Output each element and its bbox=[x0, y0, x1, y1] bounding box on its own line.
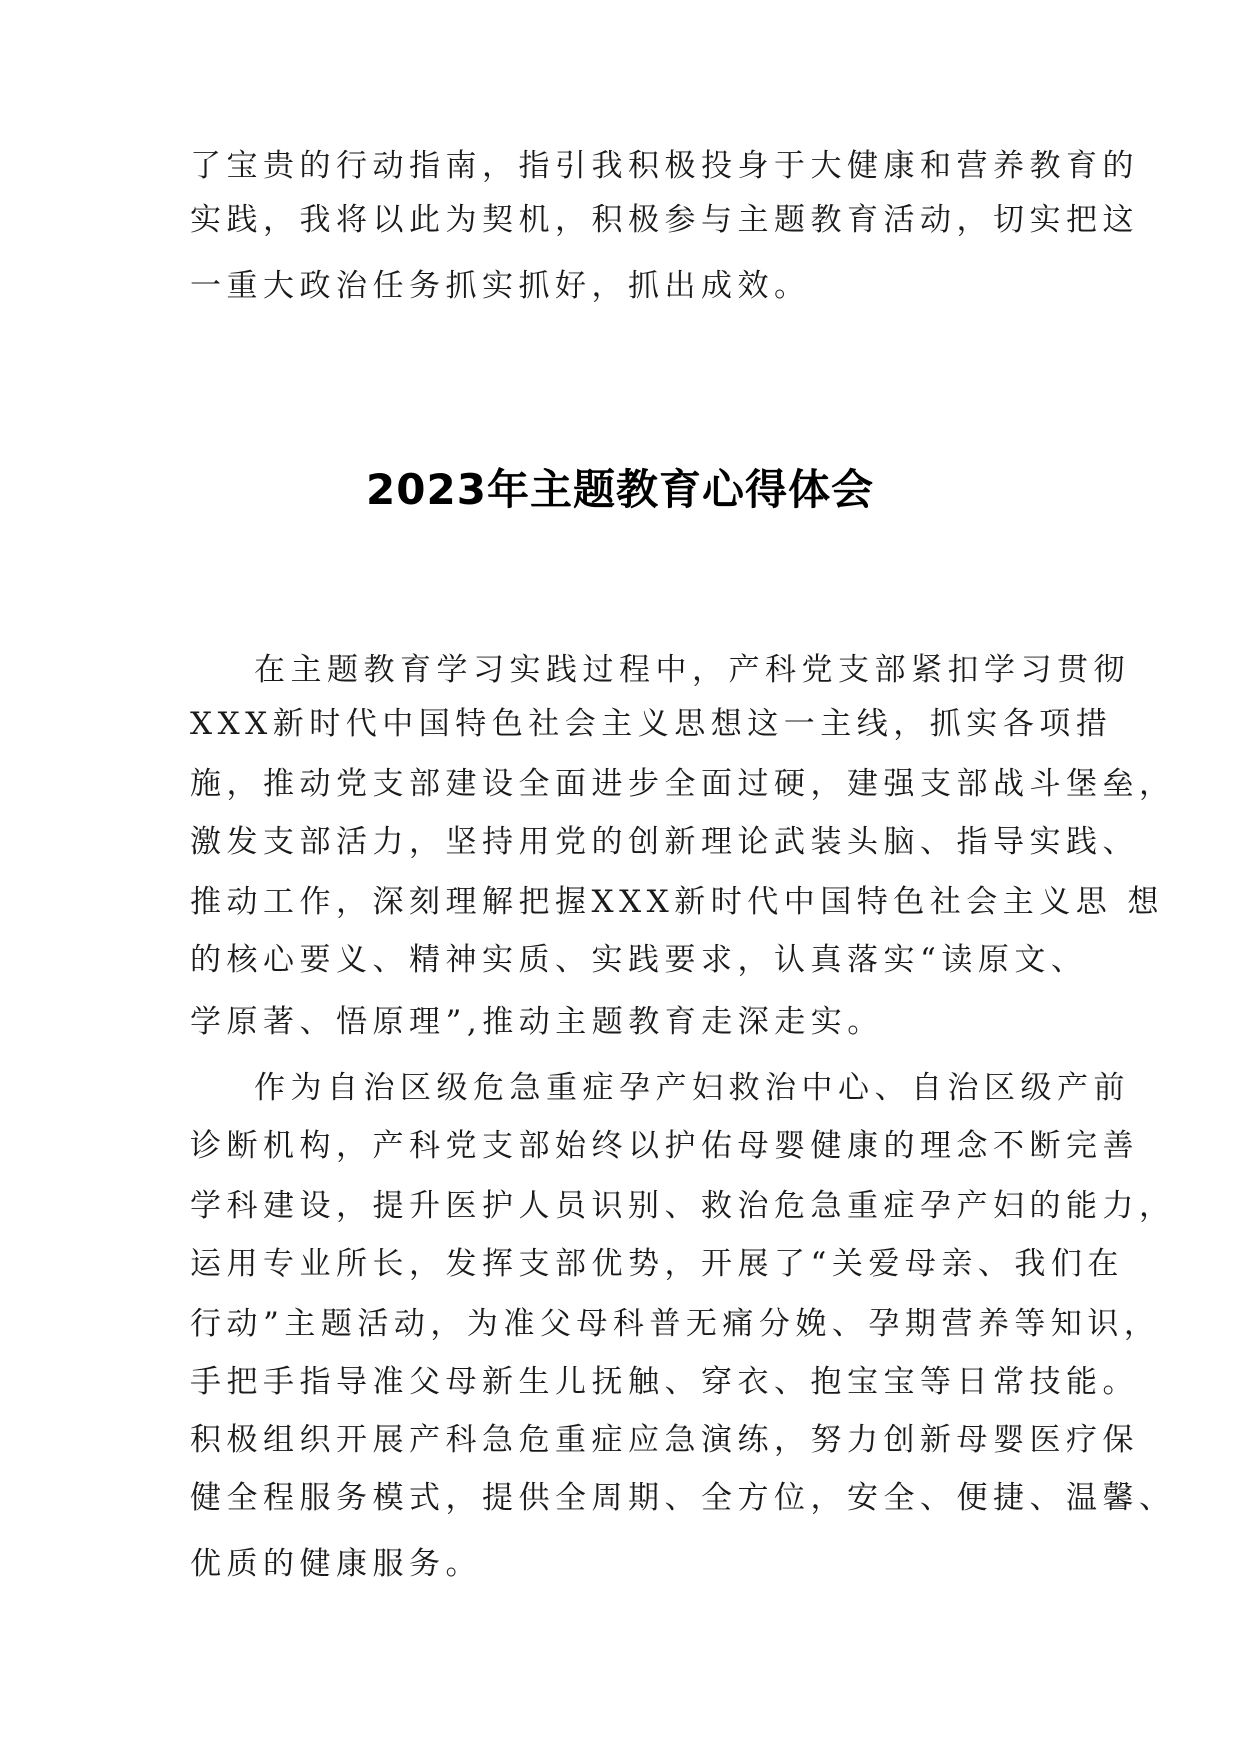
paragraph-line: 优质的健康服务。 bbox=[190, 1546, 482, 1582]
paragraph-line: 手把手指导准父母新生儿抚触、穿衣、抱宝宝等日常技能。 bbox=[190, 1364, 1139, 1400]
paragraph-line: 在主题教育学习实践过程中，产科党支部紧扣学习贯彻 bbox=[254, 652, 1130, 688]
paragraph-line: 施，推动党支部建设全面进步全面过硬，建强支部战斗堡垒， bbox=[190, 766, 1176, 802]
paragraph-line: 运用专业所长，发挥支部优势，开展了“关爱母亲、我们在 bbox=[190, 1246, 1124, 1282]
continuation-line: 了宝贵的行动指南，指引我积极投身于大健康和营养教育的 bbox=[190, 148, 1139, 184]
continuation-line: 一重大政治任务抓实抓好，抓出成效。 bbox=[190, 268, 811, 304]
paragraph-line: 学科建设，提升医护人员识别、救治危急重症孕产妇的能力， bbox=[190, 1188, 1176, 1224]
paragraph-line: 健全程服务模式，提供全周期、全方位，安全、便捷、温馨、 bbox=[190, 1480, 1176, 1516]
document-title: 2023年主题教育心得体会 bbox=[366, 465, 874, 514]
paragraph-line: 行动”主题活动，为准父母科普无痛分娩、孕期营养等知识， bbox=[190, 1306, 1161, 1342]
paragraph-line: 作为自治区级危急重症孕产妇救治中心、自治区级产前 bbox=[254, 1070, 1130, 1106]
paragraph-line: 学原著、悟原理”,推动主题教育走深走实。 bbox=[190, 1004, 884, 1040]
paragraph-line: XXX新时代中国特色社会主义思想这一主线，抓实各项措 bbox=[190, 706, 1113, 742]
continuation-line: 实践，我将以此为契机，积极参与主题教育活动，切实把这 bbox=[190, 202, 1139, 238]
paragraph-line: 推动工作，深刻理解把握XXX新时代中国特色社会主义思 想 bbox=[190, 884, 1165, 920]
paragraph-line: 积极组织开展产科急危重症应急演练，努力创新母婴医疗保 bbox=[190, 1422, 1139, 1458]
paragraph-line: 的核心要义、精神实质、实践要求，认真落实“读原文、 bbox=[190, 942, 1088, 978]
paragraph-line: 激发支部活力，坚持用党的创新理论武装头脑、指导实践、 bbox=[190, 824, 1139, 860]
paragraph-line: 诊断机构，产科党支部始终以护佑母婴健康的理念不断完善 bbox=[190, 1128, 1139, 1164]
